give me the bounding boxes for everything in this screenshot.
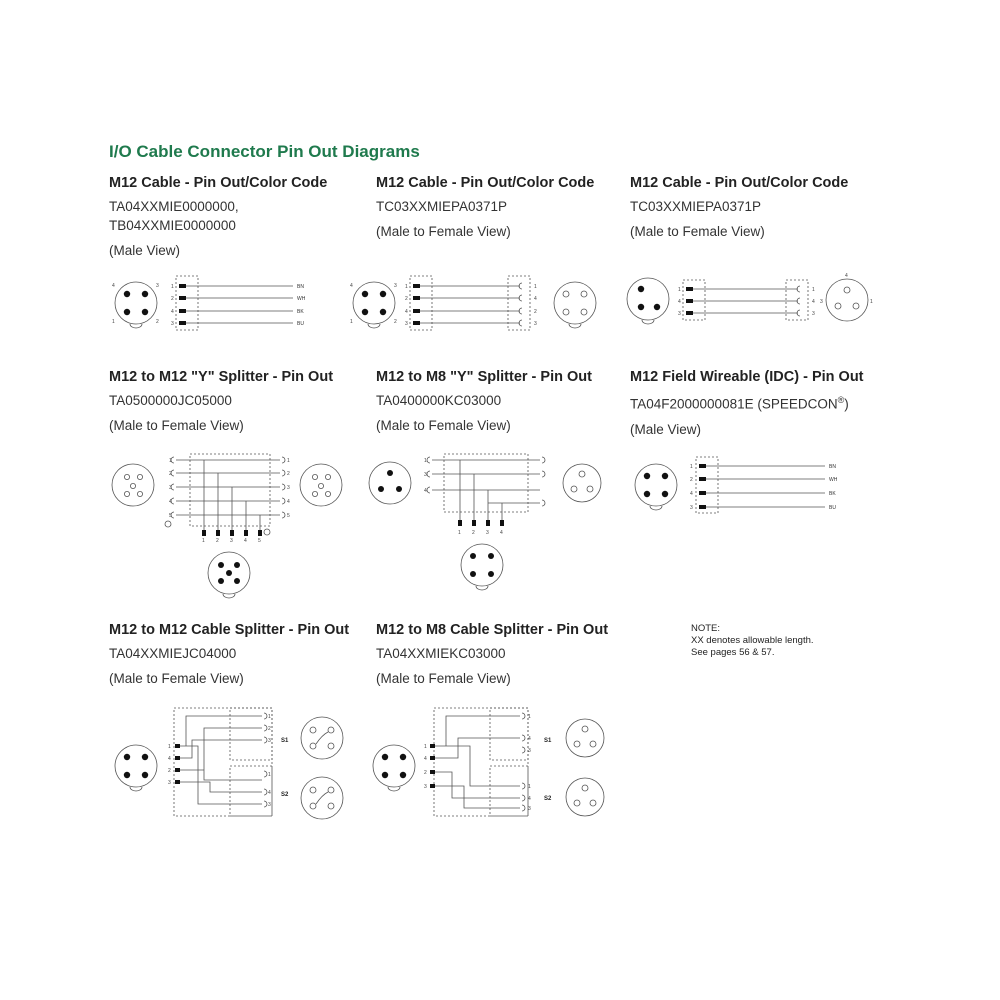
svg-text:2: 2	[690, 477, 693, 483]
view-label: (Male to Female View)	[109, 671, 244, 686]
svg-text:4: 4	[424, 756, 427, 762]
svg-text:1: 1	[528, 784, 531, 790]
splitter-label-s1: S1	[544, 738, 552, 744]
svg-text:1: 1	[168, 744, 171, 750]
svg-text:1: 1	[534, 284, 537, 290]
m12-male-connector-face	[115, 282, 157, 324]
wire-color-bn: BN	[829, 464, 836, 470]
svg-text:4: 4	[424, 488, 427, 494]
section-heading: M12 to M12 "Y" Splitter - Pin Out	[109, 369, 334, 385]
diagram-m12-m8-y-splitter	[369, 454, 601, 590]
m12-male-connector-face	[115, 745, 157, 787]
svg-text:4: 4	[405, 309, 408, 315]
wire-color-bu: BU	[829, 505, 836, 511]
svg-text:1: 1	[458, 530, 461, 536]
svg-text:2: 2	[216, 538, 219, 544]
note-line-2: See pages 56 & 57.	[691, 647, 775, 658]
svg-text:2: 2	[534, 309, 537, 315]
m12-male-connector-face	[112, 464, 154, 506]
view-label: (Male to Female View)	[376, 224, 511, 239]
svg-text:5: 5	[258, 538, 261, 544]
m8-female-connector-face-s2	[566, 778, 604, 816]
svg-text:1: 1	[690, 464, 693, 470]
svg-text:1: 1	[112, 319, 115, 325]
svg-text:3: 3	[394, 283, 397, 289]
svg-text:3: 3	[528, 748, 531, 754]
m8-female-connector-face-s1	[566, 719, 604, 757]
section-heading: M12 to M8 Cable Splitter - Pin Out	[376, 622, 609, 638]
m12-female-connector-face	[554, 282, 596, 324]
svg-text:2: 2	[169, 471, 172, 477]
part-number: TA04XXMIEJC04000	[109, 646, 237, 661]
part-number: TC03XXMIEPA0371P	[630, 199, 762, 214]
svg-text:3: 3	[820, 299, 823, 305]
svg-text:4: 4	[171, 309, 174, 315]
wire-color-bu: BU	[297, 321, 304, 327]
svg-text:1: 1	[202, 538, 205, 544]
svg-text:4: 4	[845, 273, 848, 279]
svg-text:2: 2	[168, 768, 171, 774]
part-number: TA04F2000000081E (SPEEDCON®)	[630, 395, 849, 412]
diagram-m12-m8-cable-splitter	[373, 708, 604, 816]
svg-text:1: 1	[424, 458, 427, 464]
svg-text:2: 2	[268, 726, 271, 732]
svg-text:4: 4	[500, 530, 503, 536]
svg-text:4: 4	[812, 299, 815, 305]
section-heading: M12 to M12 Cable Splitter - Pin Out	[109, 622, 350, 638]
svg-text:1: 1	[870, 299, 873, 305]
view-label: (Male View)	[630, 421, 702, 437]
svg-text:1: 1	[405, 284, 408, 290]
svg-text:3: 3	[534, 321, 537, 327]
svg-text:2: 2	[171, 296, 174, 302]
svg-text:2: 2	[405, 296, 408, 302]
svg-text:5: 5	[287, 513, 290, 519]
svg-text:3: 3	[424, 472, 427, 478]
m12-female-connector-face-s1	[301, 717, 343, 759]
svg-text:2: 2	[287, 471, 290, 477]
svg-text:3: 3	[405, 321, 408, 327]
section-heading: M12 to M8 "Y" Splitter - Pin Out	[376, 369, 592, 385]
svg-text:3: 3	[156, 283, 159, 289]
svg-text:3: 3	[812, 311, 815, 317]
svg-text:3: 3	[287, 485, 290, 491]
m8-female-connector-face	[826, 279, 868, 321]
svg-text:3: 3	[678, 311, 681, 317]
splitter-label-s2: S2	[281, 792, 289, 798]
m12-female-connector-face	[300, 464, 342, 506]
svg-text:1: 1	[171, 284, 174, 290]
m12-female-connector-face-s2	[301, 777, 343, 819]
wire-color-wh: WH	[297, 296, 306, 302]
svg-text:3: 3	[171, 321, 174, 327]
svg-text:4: 4	[287, 499, 290, 505]
svg-text:3: 3	[486, 530, 489, 536]
svg-text:4: 4	[534, 296, 537, 302]
part-number: TA04XXMIE0000000, TB04XXMIE0000000	[109, 199, 239, 233]
view-label: (Male to Female View)	[630, 224, 765, 239]
diagram-m12-field-wireable	[635, 457, 838, 513]
svg-text:1: 1	[528, 714, 531, 720]
svg-text:1: 1	[169, 458, 172, 464]
svg-text:4: 4	[169, 499, 172, 505]
section-heading: M12 Field Wireable (IDC) - Pin Out	[630, 369, 864, 385]
wire-color-bn: BN	[297, 284, 304, 290]
svg-text:2: 2	[394, 319, 397, 325]
svg-text:3: 3	[690, 505, 693, 511]
svg-text:5: 5	[169, 513, 172, 519]
m8-female-connector-face	[563, 464, 601, 502]
svg-text:4: 4	[168, 756, 171, 762]
svg-text:2: 2	[472, 530, 475, 536]
svg-text:4: 4	[528, 736, 531, 742]
m12-female-connector-face-bottom	[461, 544, 503, 586]
svg-text:1: 1	[350, 319, 353, 325]
svg-text:3: 3	[169, 485, 172, 491]
m12-male-connector-face	[373, 745, 415, 787]
splitter-label-s2: S2	[544, 796, 552, 802]
part-number: TC03XXMIEPA0371P	[376, 199, 508, 214]
svg-text:4: 4	[268, 790, 271, 796]
svg-text:1: 1	[424, 744, 427, 750]
svg-text:2: 2	[424, 770, 427, 776]
section-heading: M12 Cable - Pin Out/Color Code	[109, 175, 328, 191]
wire-color-wh: WH	[829, 477, 838, 483]
view-label: (Male to Female View)	[376, 418, 511, 433]
wire-color-bk: BK	[297, 309, 304, 315]
part-number: TA04XXMIEKC03000	[376, 646, 506, 661]
svg-text:3: 3	[230, 538, 233, 544]
diagram-m12-m12-y-splitter	[112, 454, 342, 598]
svg-text:1: 1	[812, 287, 815, 293]
svg-text:3: 3	[168, 780, 171, 786]
svg-text:4: 4	[350, 283, 353, 289]
note-line-1: XX denotes allowable length.	[691, 635, 814, 646]
section-heading: M12 Cable - Pin Out/Color Code	[630, 175, 849, 191]
svg-text:4: 4	[112, 283, 115, 289]
view-label: (Male View)	[109, 243, 181, 258]
view-label: (Male to Female View)	[376, 671, 511, 686]
note-label: NOTE:	[691, 623, 721, 634]
section-heading: M12 Cable - Pin Out/Color Code	[376, 175, 595, 191]
page-title: I/O Cable Connector Pin Out Diagrams	[109, 142, 420, 161]
diagram-m12-cable-3	[627, 273, 873, 324]
m12-male-connector-face	[627, 278, 669, 320]
svg-text:3: 3	[528, 806, 531, 812]
m8-male-connector-face	[369, 462, 411, 504]
svg-text:3: 3	[268, 738, 271, 744]
diagram-m12-cable-2	[350, 276, 596, 330]
svg-text:3: 3	[424, 784, 427, 790]
svg-text:2: 2	[156, 319, 159, 325]
svg-text:1: 1	[678, 287, 681, 293]
svg-text:1: 1	[268, 714, 271, 720]
m12-male-connector-face	[635, 464, 677, 506]
svg-text:4: 4	[244, 538, 247, 544]
m12-male-connector-face	[353, 282, 395, 324]
view-label: (Male to Female View)	[109, 418, 244, 433]
svg-text:4: 4	[528, 796, 531, 802]
diagram-m12-cable-1	[112, 276, 306, 330]
part-number: TA0500000JC05000	[109, 393, 232, 408]
wire-color-bk: BK	[829, 491, 836, 497]
svg-text:1: 1	[287, 458, 290, 464]
svg-text:4: 4	[678, 299, 681, 305]
splitter-label-s1: S1	[281, 738, 289, 744]
svg-text:3: 3	[268, 802, 271, 808]
diagram-m12-m12-cable-splitter	[115, 708, 343, 819]
svg-text:1: 1	[268, 772, 271, 778]
part-number: TA0400000KC03000	[376, 393, 502, 408]
svg-text:4: 4	[690, 491, 693, 497]
